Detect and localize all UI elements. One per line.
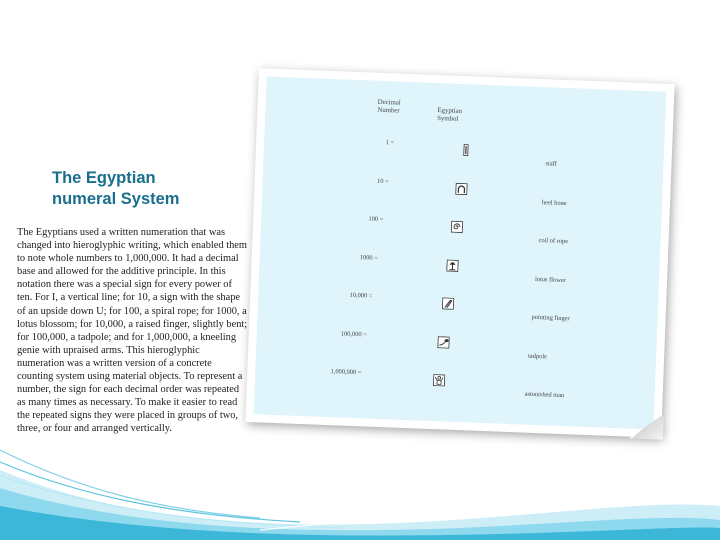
heel-bone-icon: [455, 182, 467, 194]
numeral-figure: [245, 68, 674, 438]
egyptian-symbol-header: Egyptian Symbol: [437, 107, 463, 123]
decimal-value: 10 =: [376, 177, 389, 185]
symbol-name: staff: [545, 160, 557, 168]
symbol-name: pointing finger: [531, 313, 570, 323]
symbol-name: lotus flower: [534, 275, 566, 284]
title-line-2: numeral System: [52, 190, 180, 208]
symbol-name: tadpole: [527, 352, 548, 360]
symbol-name: astonished man: [524, 390, 565, 400]
body-paragraph: The Egyptians used a written numeration that was changed into hieroglyphic writing, which enabled them to note whole numbers to 1,000,000. It had a decimal base and allowed for the additive principle. In this notation there was a special sign for every power of ten. For I, a vertical line; for 10, a sign with the shape of an upside down U; for 100, a spiral rope; for 1000, a lotus blossom; for 10,000, a raised finger, slightly bent; for 100,000, a tadpole; and for 1,000,000, a kneeling genie with upraised arms. This hieroglyphic numeration was a written version of a concrete counting system using material objects. To represent a number, the sign for each decimal order was repeated as many times as necessary. To make it easier to read the repeated signs they were placed in groups of two, three, or four and arranged vertically.: [17, 227, 248, 435]
pointing-finger-icon: [442, 297, 454, 309]
slide-title: [52, 168, 252, 210]
decimal-value: 1000 =: [359, 253, 378, 262]
decimal-value: 100 =: [368, 215, 384, 224]
coil-of-rope-icon: [451, 221, 463, 233]
symbol-name: heel bone: [541, 198, 567, 207]
figure-panel: [254, 76, 667, 429]
decimal-value: 100,000 =: [340, 329, 367, 338]
decimal-value: 10,000 =: [349, 291, 373, 300]
astonished-man-icon: [433, 374, 445, 386]
decimal-value: 1 =: [385, 139, 395, 147]
lotus-flower-icon: [446, 259, 458, 271]
decimal-number-header: Decimal Number: [377, 98, 401, 115]
tadpole-icon: [437, 336, 449, 348]
staff-icon: [460, 144, 472, 156]
symbol-name: coil of rope: [538, 237, 569, 246]
title-line-1: The Egyptian: [52, 169, 156, 187]
decimal-value: 1,000,000 =: [330, 368, 362, 377]
